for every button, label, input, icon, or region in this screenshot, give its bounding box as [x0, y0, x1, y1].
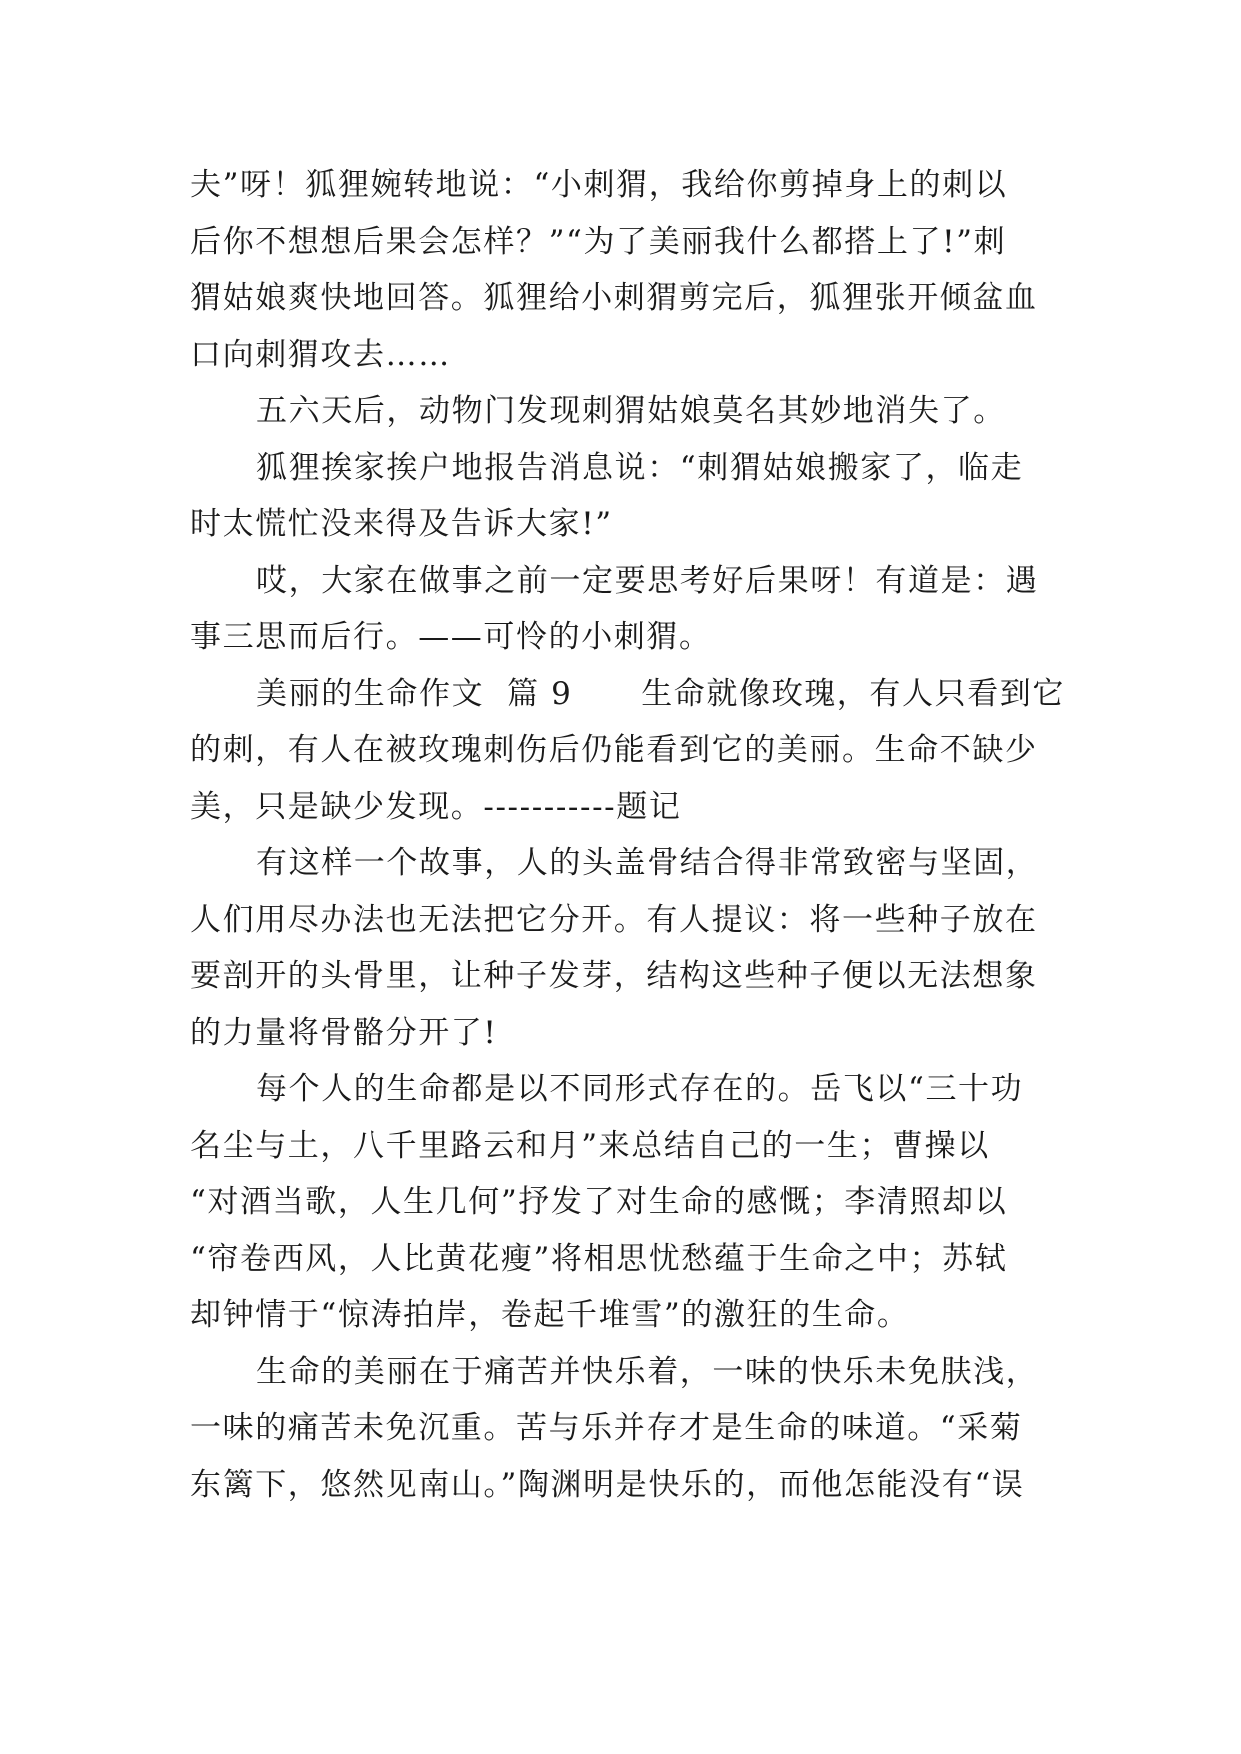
text-line-2: 后你不想想后果会怎样？”“为了美丽我什么都搭上了!”刺 [190, 223, 1007, 260]
text-line-19: “对酒当歌，人生几何”抒发了对生命的感慨；李清照却以 [190, 1184, 1008, 1220]
text-line-13: 有这样一个故事，人的头盖骨结合得非常致密与坚固， [256, 845, 1039, 881]
text-line-6: 狐狸挨家挨户地报告消息说：“刺猬姑娘搬家了，临走 [256, 449, 1024, 486]
text-line-24: 东篱下，悠然见南山。”陶渊明是快乐的，而他怎能没有“误 [190, 1466, 1025, 1503]
document-body [190, 157, 1066, 1513]
text-line-14: 人们用尽办法也无法把它分开。有人提议：将一些种子放在 [190, 901, 1038, 938]
text-line-9: 事三思而后行。——可怜的小刺猬。 [190, 619, 712, 655]
text-line-22: 生命的美丽在于痛苦并快乐着，一味的快乐未免肤浅， [256, 1353, 1039, 1390]
text-line-23: 一味的痛苦未免沉重。苦与乐并存才是生命的味道。“采菊 [190, 1410, 1023, 1446]
text-line-18: 名尘与土，八千里路云和月”来总结自己的一生；曹操以 [190, 1127, 990, 1164]
text-line-15: 要剖开的头骨里，让种子发芽，结构这些种子便以无法想象 [190, 958, 1038, 994]
text-line-1: 夫”呀！狐狸婉转地说：“小刺猬，我给你剪掉身上的刺以 [190, 167, 1008, 203]
text-line-12: 美，只是缺少发现。-----------题记 [190, 788, 682, 825]
text-line-3: 猬姑娘爽快地回答。狐狸给小刺猬剪完后，狐狸张开倾盆血 [190, 280, 1038, 316]
text-line-21: 却钟情于“惊涛拍岸，卷起千堆雪”的激狂的生命。 [190, 1297, 910, 1333]
text-line-4: 口向刺猬攻去…… [190, 336, 451, 373]
text-line-8: 哎，大家在做事之前一定要思考好后果呀！有道是：遇 [256, 562, 1039, 599]
text-line-7: 时太慌忙没来得及告诉大家!” [190, 506, 613, 542]
text-line-10: 美丽的生命作文 篇 9 生命就像玫瑰，有人只看到它 [256, 675, 1066, 712]
text-line-11: 的刺，有人在被玫瑰刺伤后仍能看到它的美丽。生命不缺少 [190, 732, 1038, 768]
text-line-16: 的力量将骨骼分开了! [190, 1014, 498, 1051]
text-line-17: 每个人的生命都是以不同形式存在的。岳飞以“三十功 [256, 1071, 1024, 1107]
text-line-20: “帘卷西风，人比黄花瘦”将相思忧愁蕴于生命之中；苏轼 [190, 1240, 1008, 1277]
text-line-5: 五六天后，动物门发现刺猬姑娘莫名其妙地消失了。 [256, 393, 1006, 429]
